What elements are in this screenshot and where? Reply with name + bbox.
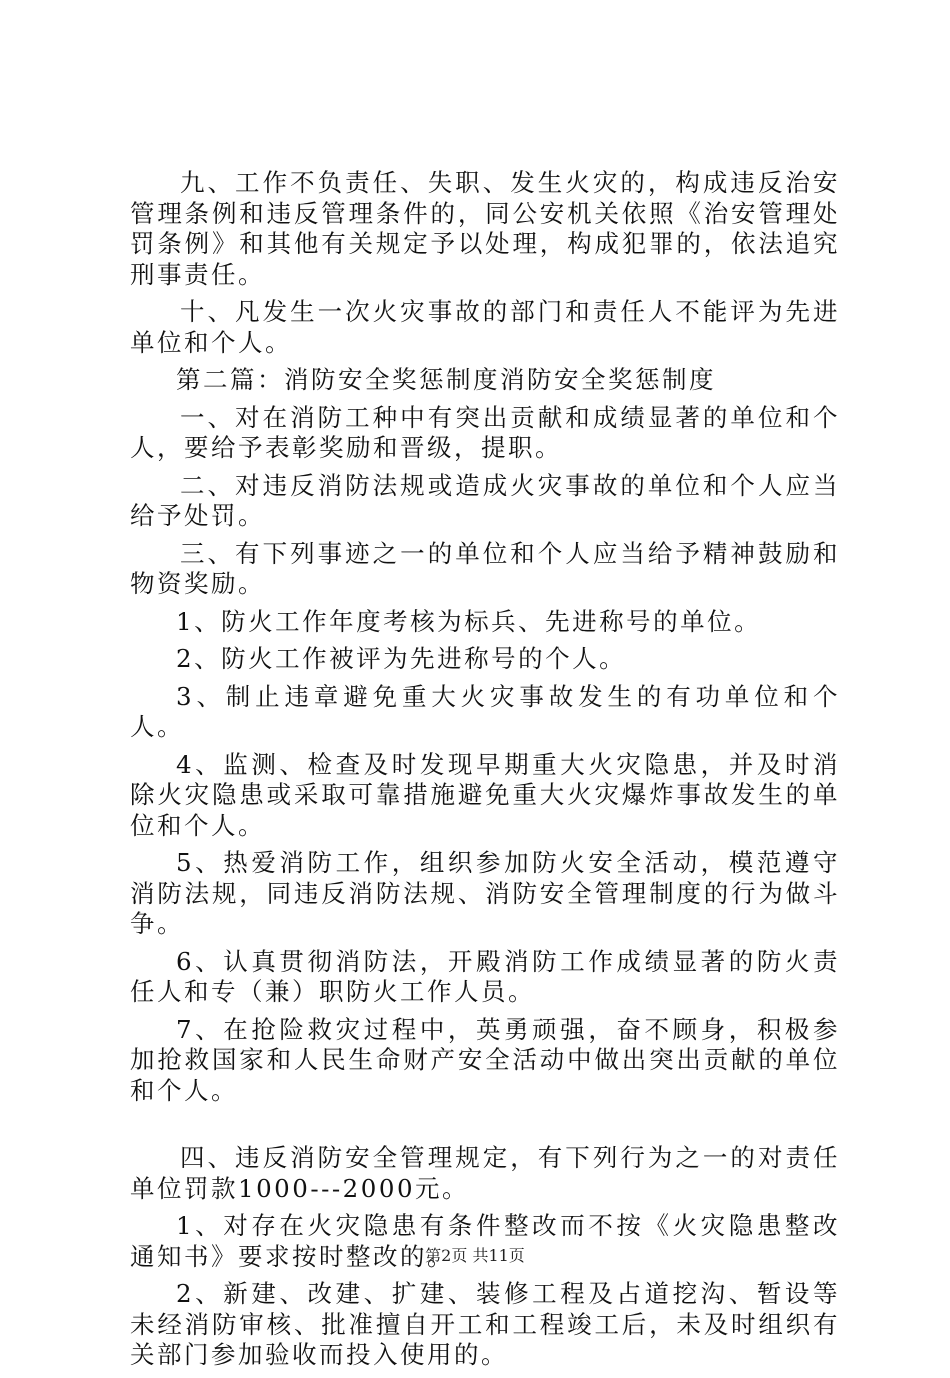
- paragraph-reward-1: 一、对在消防工种中有突出贡献和成绩显著的单位和个人，要给予表彰奖励和晋级，提职。: [130, 402, 840, 462]
- list-item-3: 3、制止违章避免重大火灾事故发生的有功单位和个人。: [130, 681, 840, 741]
- document-body: [130, 168, 840, 1378]
- list-item-5: 5、热爱消防工作，组织参加防火安全活动，模范遵守消防法规，同违反消防法规、消防安全管理制度的行为做斗争。: [130, 848, 840, 938]
- page-footer: [0, 1243, 950, 1266]
- section-heading: 第二篇：消防安全奖惩制度消防安全奖惩制度: [176, 365, 716, 394]
- paragraph-gap: [130, 1113, 840, 1143]
- paragraph-penalty-4: 四、违反消防安全管理规定，有下列行为之一的对责任单位罚款1000---2000元。: [130, 1143, 840, 1203]
- paragraph-10: 十、凡发生一次火灾事故的部门和责任人不能评为先进单位和个人。: [130, 297, 840, 357]
- page-number-label: 第2页 共11页: [425, 1246, 525, 1265]
- paragraph-reward-2: 二、对违反消防法规或造成火灾事故的单位和个人应当给予处罚。: [130, 470, 840, 530]
- penalty-item-2: 2、新建、改建、扩建、装修工程及占道挖沟、暂设等未经消防审核、批准擅自开工和工程竣工后，未及时组织有关部门参加验收而投入使用的。: [130, 1279, 840, 1369]
- list-item-7: 7、在抢险救灾过程中，英勇顽强，奋不顾身，积极参加抢救国家和人民生命财产安全活动中做出突出贡献的单位和个人。: [130, 1014, 840, 1105]
- list-item-2: 2、防火工作被评为先进称号的个人。: [176, 644, 627, 673]
- paragraph-9: 九、工作不负责任、失职、发生火灾的，构成违反治安管理条例和违反管理条件的，同公安机关依照《治安管理处罚条例》和其他有关规定予以处理，构成犯罪的，依法追究刑事责任。: [130, 168, 840, 289]
- list-item-4: 4、监测、检查及时发现早期重大火灾隐患，并及时消除火灾隐患或采取可靠措施避免重大火灾爆炸事故发生的单位和个人。: [130, 749, 840, 840]
- paragraph-reward-3: 三、有下列事迹之一的单位和个人应当给予精神鼓励和物资奖励。: [130, 538, 840, 598]
- list-item-1: 1、防火工作年度考核为标兵、先进称号的单位。: [176, 606, 762, 636]
- penalty-item-1: 1、对存在火灾隐患有条件整改而不按《火灾隐患整改通知书》要求按时整改的。: [130, 1211, 840, 1271]
- list-item-6: 6、认真贯彻消防法，开殿消防工作成绩显著的防火责任人和专（兼）职防火工作人员。: [130, 946, 840, 1006]
